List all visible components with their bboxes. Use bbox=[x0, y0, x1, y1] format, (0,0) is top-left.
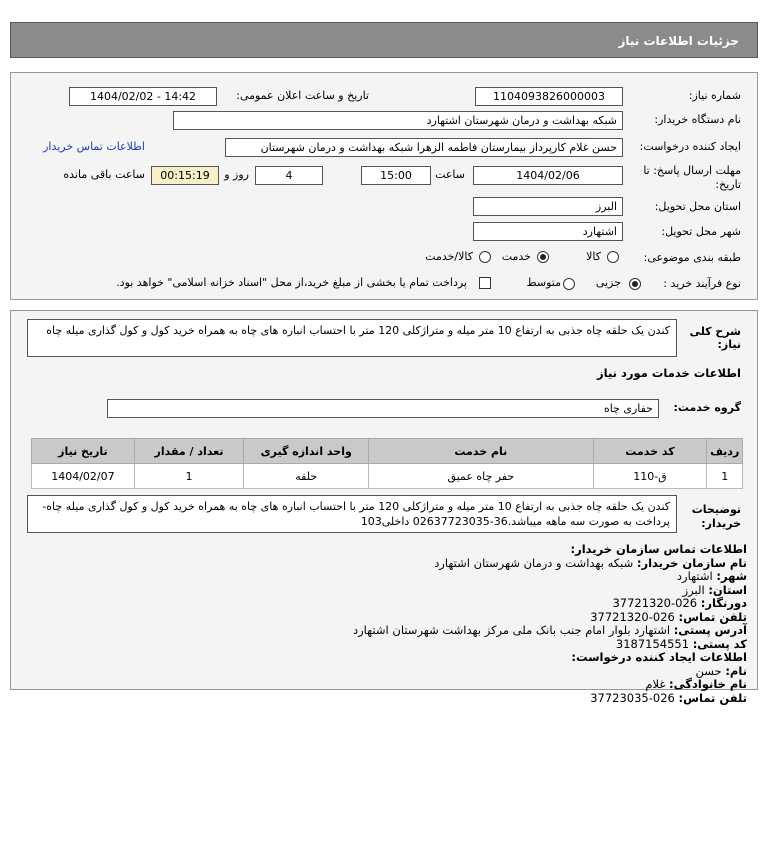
buyer-contact-section bbox=[47, 543, 747, 705]
cell-code: ق-110 bbox=[593, 464, 707, 489]
category-goods-label: کالا bbox=[586, 250, 601, 263]
category-goods-service-label: کالا/خدمت bbox=[425, 250, 473, 263]
category-goods-radio[interactable] bbox=[607, 251, 619, 263]
deadline-time-label: ساعت bbox=[435, 168, 465, 181]
category-label: طبقه بندی موضوعی: bbox=[643, 251, 741, 264]
cell-qty: 1 bbox=[134, 464, 243, 489]
city-label: شهر محل تحویل: bbox=[661, 225, 741, 238]
table-row[interactable] bbox=[32, 464, 743, 489]
service-group-field[interactable]: حفاری چاه bbox=[107, 399, 659, 418]
buyer-org-label: نام دستگاه خریدار: bbox=[654, 113, 741, 126]
service-group-label: گروه خدمت: bbox=[673, 401, 741, 414]
summary-label: شرح کلی نیاز: bbox=[689, 325, 741, 351]
col-unit: واحد اندازه گیری bbox=[244, 439, 369, 464]
treasury-payment-checkbox[interactable] bbox=[479, 277, 491, 289]
category-service-radio[interactable] bbox=[537, 251, 549, 263]
summary-panel bbox=[10, 310, 758, 705]
buyer-contact-link[interactable]: اطلاعات تماس خریدار bbox=[43, 140, 145, 153]
contact-fax: دورنگار: 026-37721320 bbox=[612, 596, 747, 610]
contact-address: آدرس پستی: اشتهارد بلوار امام جنب بانک ملی مرکز بهداشت شهرستان اشتهارد bbox=[352, 623, 747, 637]
need-number-field[interactable]: 1104093826000003 bbox=[475, 87, 623, 106]
announce-date-field[interactable]: 1404/02/02 - 14:42 bbox=[69, 87, 217, 106]
contact-city: شهر: اشتهارد bbox=[676, 569, 747, 583]
remaining-days-field: 4 bbox=[255, 166, 323, 185]
category-goods-service-radio[interactable] bbox=[479, 251, 491, 263]
process-partial-label: جزیی bbox=[595, 276, 621, 289]
col-row: ردیف bbox=[707, 439, 743, 464]
creator-last-name: نام خانوادگی: غلام bbox=[645, 677, 747, 691]
services-table-header bbox=[32, 439, 743, 464]
cell-name: حفر چاه عمیق bbox=[369, 464, 593, 489]
col-code: کد خدمت bbox=[593, 439, 707, 464]
process-medium-radio[interactable] bbox=[563, 278, 575, 290]
col-date: تاریخ نیاز bbox=[32, 439, 135, 464]
services-table bbox=[31, 438, 743, 489]
services-section-title: اطلاعات خدمات مورد نیاز bbox=[597, 366, 741, 380]
remaining-time-label: ساعت باقی مانده bbox=[63, 168, 145, 181]
creator-title: اطلاعات ایجاد کننده درخواست: bbox=[571, 650, 747, 664]
contact-phone: تلفن تماس: 026-37721320 bbox=[590, 609, 747, 624]
buyer-notes-text: کندن یک حلقه چاه جذبی به ارتفاع 10 متر میله و متراژکلی 120 متر با احتساب انباره های چاه به همراه خرید کول و کول گذاری میله چاه- پرداخت به صورت سه ماهه میباشد.36-02637723035 داخلی103 bbox=[27, 495, 677, 533]
page-header bbox=[10, 22, 758, 58]
category-service-label: خدمت bbox=[501, 250, 531, 263]
deadline-time-field[interactable]: 15:00 bbox=[361, 166, 431, 185]
buyer-org-field[interactable]: شبکه بهداشت و درمان شهرستان اشتهارد bbox=[173, 111, 623, 130]
page-title: جزئیات اطلاعات نیاز bbox=[618, 34, 739, 48]
city-field[interactable]: اشتهارد bbox=[473, 222, 623, 241]
buyer-notes-label: توضیحات خریدار: bbox=[691, 503, 741, 530]
contact-postal: کد پستی: 3187154551 bbox=[615, 636, 747, 651]
col-qty: تعداد / مقدار bbox=[134, 439, 243, 464]
province-label: استان محل تحویل: bbox=[654, 200, 741, 213]
remaining-days-label: روز و bbox=[224, 168, 249, 181]
creator-label: ایجاد کننده درخواست: bbox=[639, 140, 741, 153]
summary-text: کندن یک حلقه چاه جذبی به ارتفاع 10 متر میله و متراژکلی 120 متر با احتساب انباره های چاه به همراه خرید کول و کول گذاری میله چاه bbox=[27, 319, 677, 357]
contact-title: اطلاعات تماس سازمان خریدار: bbox=[570, 542, 747, 556]
deadline-label: مهلت ارسال پاسخ: تا bbox=[643, 164, 741, 177]
need-number-label: شماره نیاز: bbox=[688, 89, 741, 102]
province-field[interactable]: البرز bbox=[473, 197, 623, 216]
creator-first-name: نام: حسن bbox=[695, 663, 747, 678]
process-label: نوع فرآیند خرید : bbox=[663, 277, 741, 290]
cell-date: 1404/02/07 bbox=[32, 464, 135, 489]
deadline-date-field[interactable]: 1404/02/06 bbox=[473, 166, 623, 185]
contact-province: استان: البرز bbox=[682, 582, 747, 597]
contact-org: نام سازمان خریدار: شبکه بهداشت و درمان شهرستان اشتهارد bbox=[434, 555, 747, 570]
creator-field[interactable]: حسن غلام کارپرداز بیمارستان فاطمه الزهرا شبکه بهداشت و درمان شهرستان bbox=[225, 138, 623, 157]
need-info-panel bbox=[10, 72, 758, 300]
deadline-date-label: تاریخ: bbox=[715, 178, 741, 191]
remaining-time-field: 00:15:19 bbox=[151, 166, 219, 185]
creator-phone: تلفن تماس: 026-37723035 bbox=[590, 690, 747, 705]
process-partial-radio[interactable] bbox=[629, 278, 641, 290]
announce-date-label: تاریخ و ساعت اعلان عمومی: bbox=[236, 89, 369, 102]
cell-row: 1 bbox=[707, 464, 743, 489]
treasury-payment-note: پرداخت تمام یا بخشی از مبلغ خرید،از محل "اسناد خزانه اسلامی" خواهد بود. bbox=[116, 276, 467, 289]
process-medium-label: متوسط bbox=[526, 276, 561, 289]
cell-unit: حلقه bbox=[244, 464, 369, 489]
col-name: نام خدمت bbox=[369, 439, 593, 464]
